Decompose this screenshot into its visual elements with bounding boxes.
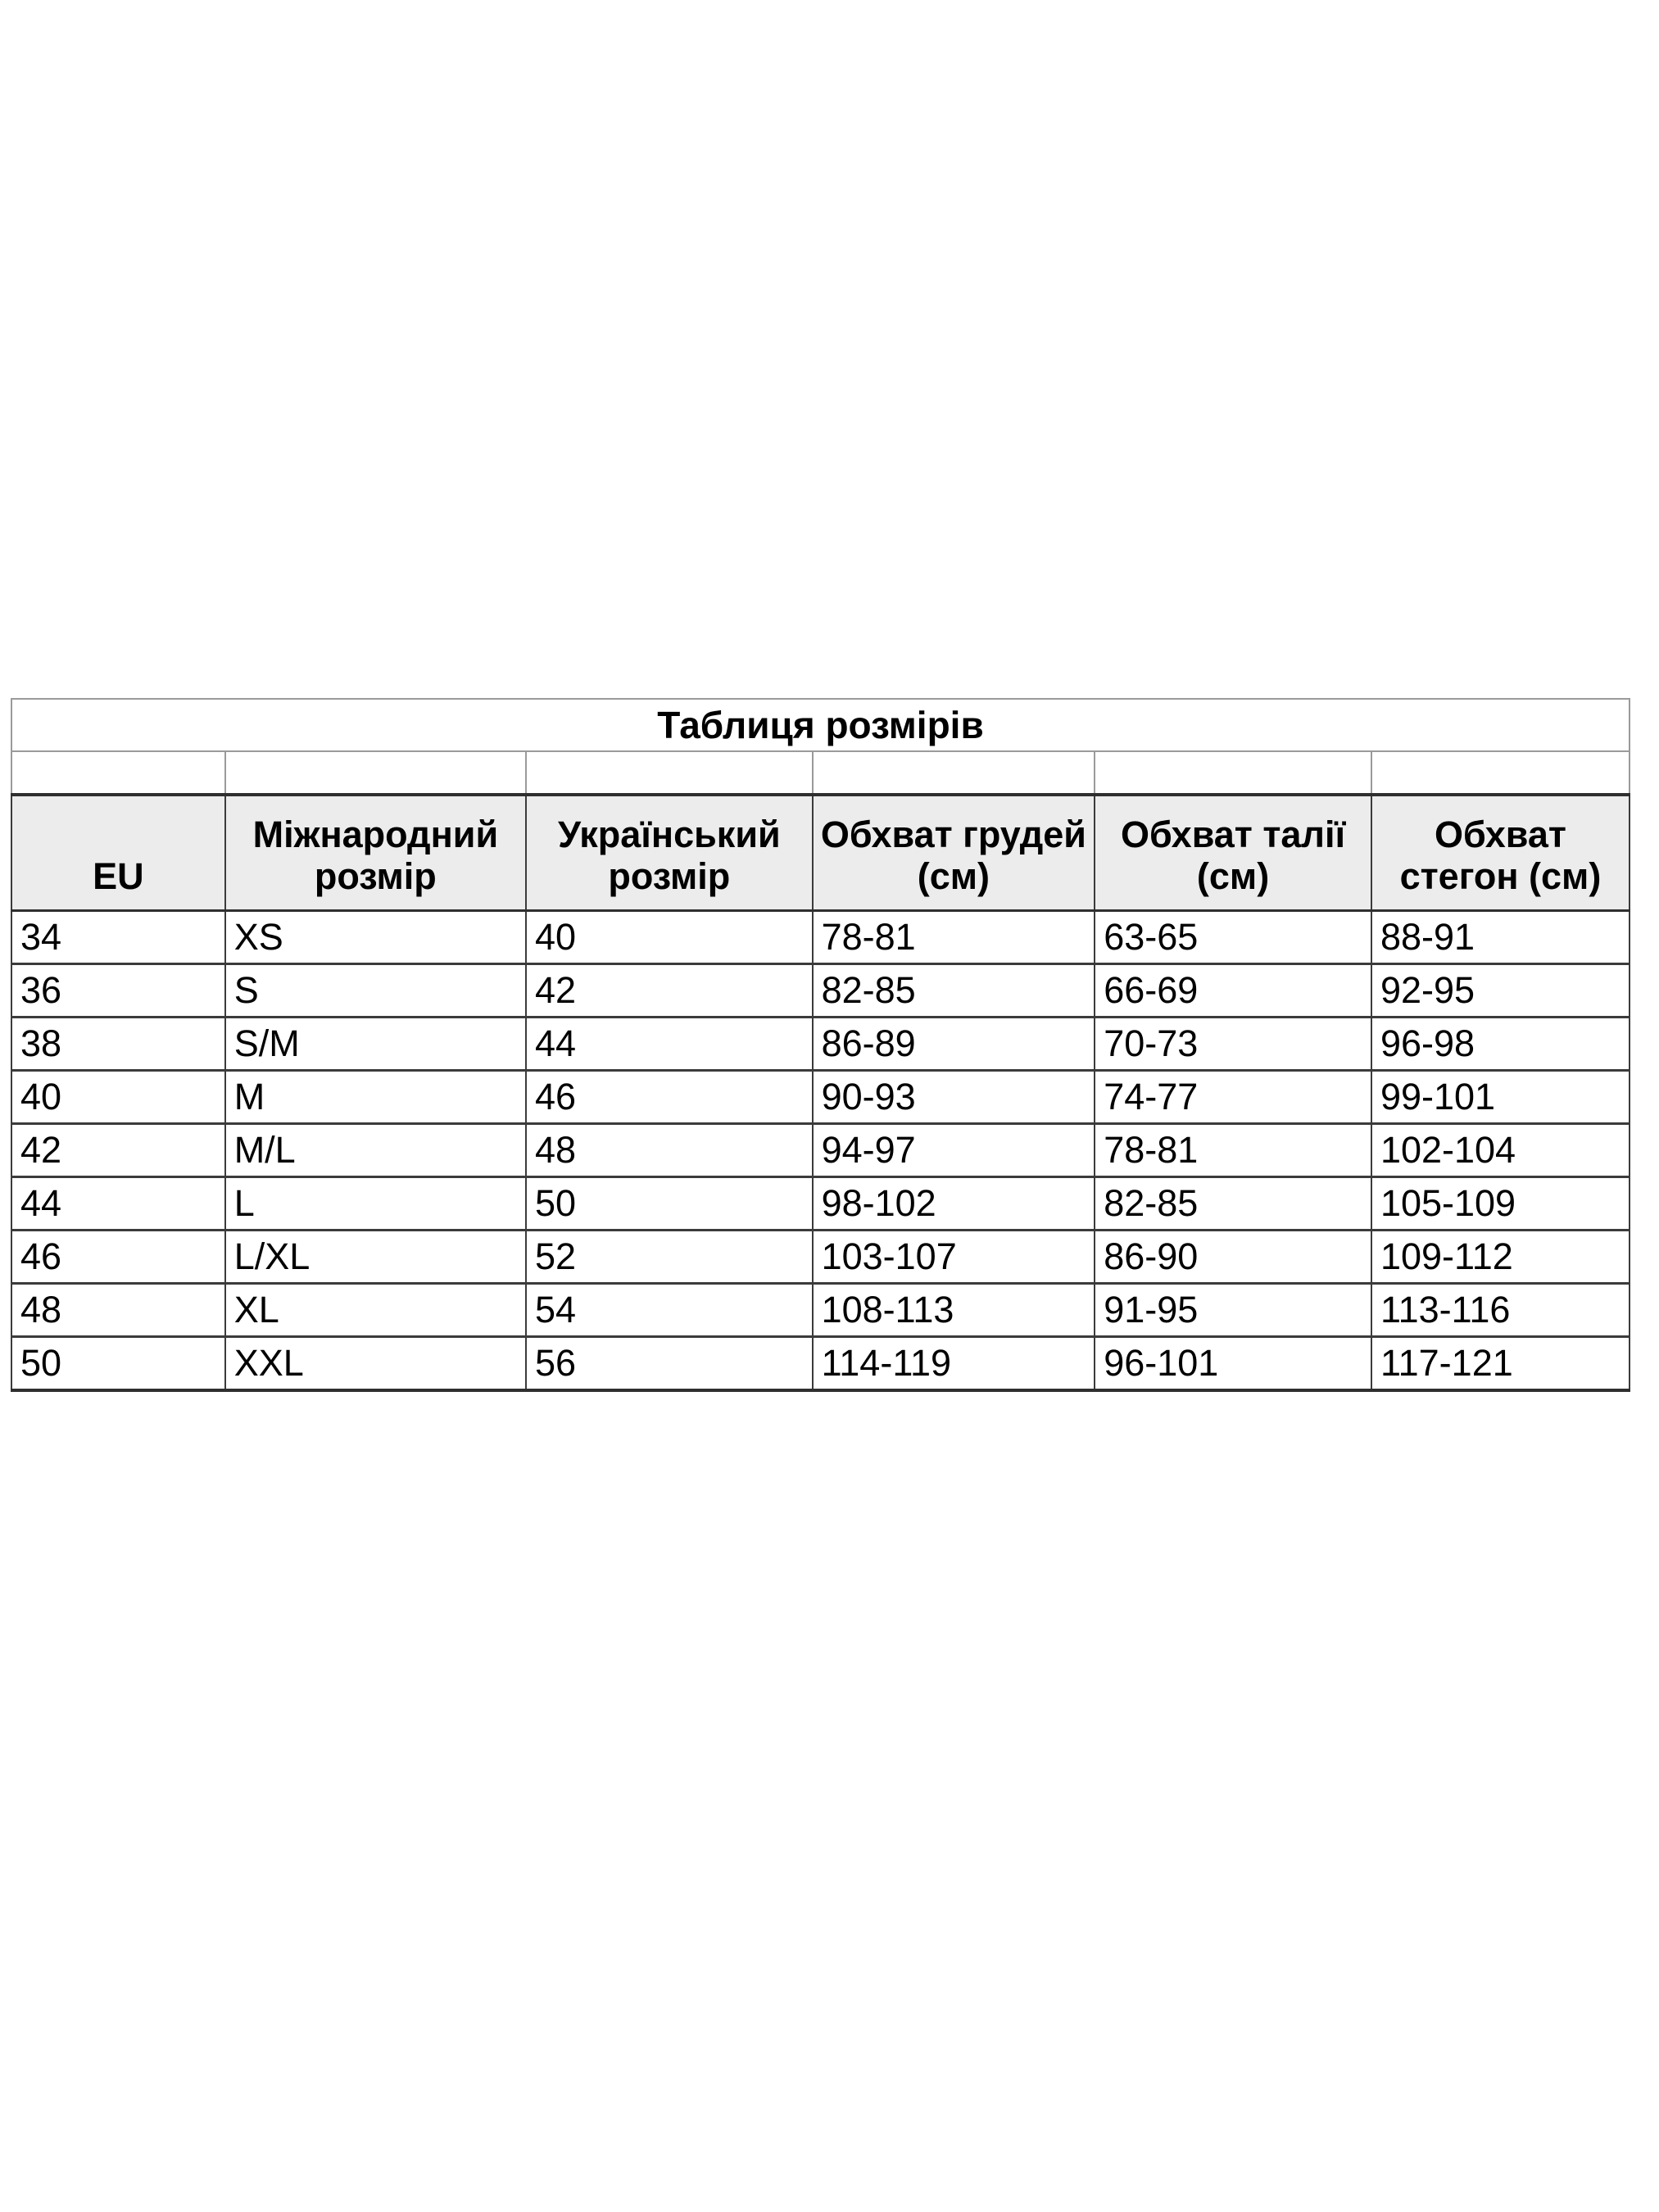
cell-waist: 63-65 (1095, 911, 1371, 964)
cell-eu: 50 (11, 1337, 225, 1391)
cell-eu: 40 (11, 1071, 225, 1124)
spacer-cell (1095, 751, 1371, 795)
cell-waist: 91-95 (1095, 1284, 1371, 1337)
size-chart-table (11, 698, 1630, 1392)
cell-hips: 88-91 (1371, 911, 1630, 964)
cell-ukrainian: 40 (526, 911, 813, 964)
cell-chest: 103-107 (813, 1231, 1095, 1284)
cell-eu: 42 (11, 1124, 225, 1177)
cell-international: L/XL (225, 1231, 526, 1284)
cell-ukrainian: 46 (526, 1071, 813, 1124)
table-row (11, 911, 1630, 964)
cell-waist: 74-77 (1095, 1071, 1371, 1124)
cell-waist: 78-81 (1095, 1124, 1371, 1177)
cell-hips: 96-98 (1371, 1018, 1630, 1071)
cell-hips: 102-104 (1371, 1124, 1630, 1177)
cell-international: S/M (225, 1018, 526, 1071)
cell-ukrainian: 42 (526, 964, 813, 1018)
cell-chest: 78-81 (813, 911, 1095, 964)
cell-international: L (225, 1177, 526, 1231)
cell-hips: 105-109 (1371, 1177, 1630, 1231)
spacer-cell (225, 751, 526, 795)
cell-eu: 36 (11, 964, 225, 1018)
cell-hips: 92-95 (1371, 964, 1630, 1018)
cell-hips: 109-112 (1371, 1231, 1630, 1284)
header-ukrainian-size: Український розмір (526, 795, 813, 911)
cell-waist: 66-69 (1095, 964, 1371, 1018)
cell-waist: 96-101 (1095, 1337, 1371, 1391)
cell-chest: 98-102 (813, 1177, 1095, 1231)
cell-ukrainian: 54 (526, 1284, 813, 1337)
cell-chest: 82-85 (813, 964, 1095, 1018)
cell-international: XS (225, 911, 526, 964)
cell-chest: 108-113 (813, 1284, 1095, 1337)
header-waist: Обхват талії (см) (1095, 795, 1371, 911)
table-header-row (11, 795, 1630, 911)
cell-chest: 94-97 (813, 1124, 1095, 1177)
table-title: Таблиця розмірів (11, 699, 1630, 751)
cell-international: XXL (225, 1337, 526, 1391)
header-chest: Обхват грудей (см) (813, 795, 1095, 911)
header-international-size: Міжнародний розмір (225, 795, 526, 911)
cell-ukrainian: 52 (526, 1231, 813, 1284)
table-row (11, 1071, 1630, 1124)
table-row (11, 1018, 1630, 1071)
cell-chest: 86-89 (813, 1018, 1095, 1071)
table-row (11, 964, 1630, 1018)
cell-eu: 44 (11, 1177, 225, 1231)
table-row (11, 1124, 1630, 1177)
spacer-cell (1371, 751, 1630, 795)
table-row (11, 1284, 1630, 1337)
cell-ukrainian: 56 (526, 1337, 813, 1391)
table-spacer-row (11, 751, 1630, 795)
cell-ukrainian: 50 (526, 1177, 813, 1231)
size-chart (11, 698, 1630, 1392)
spacer-cell (526, 751, 813, 795)
cell-international: S (225, 964, 526, 1018)
spacer-cell (813, 751, 1095, 795)
cell-chest: 114-119 (813, 1337, 1095, 1391)
header-eu: EU (11, 795, 225, 911)
table-row (11, 1337, 1630, 1391)
cell-chest: 90-93 (813, 1071, 1095, 1124)
cell-international: M/L (225, 1124, 526, 1177)
cell-eu: 38 (11, 1018, 225, 1071)
cell-hips: 113-116 (1371, 1284, 1630, 1337)
cell-waist: 82-85 (1095, 1177, 1371, 1231)
cell-ukrainian: 48 (526, 1124, 813, 1177)
cell-hips: 99-101 (1371, 1071, 1630, 1124)
cell-waist: 86-90 (1095, 1231, 1371, 1284)
cell-international: M (225, 1071, 526, 1124)
cell-ukrainian: 44 (526, 1018, 813, 1071)
cell-waist: 70-73 (1095, 1018, 1371, 1071)
table-row (11, 1231, 1630, 1284)
cell-eu: 48 (11, 1284, 225, 1337)
table-title-row (11, 699, 1630, 751)
table-row (11, 1177, 1630, 1231)
spacer-cell (11, 751, 225, 795)
cell-international: XL (225, 1284, 526, 1337)
cell-eu: 34 (11, 911, 225, 964)
header-hips: Обхват стегон (см) (1371, 795, 1630, 911)
cell-eu: 46 (11, 1231, 225, 1284)
cell-hips: 117-121 (1371, 1337, 1630, 1391)
